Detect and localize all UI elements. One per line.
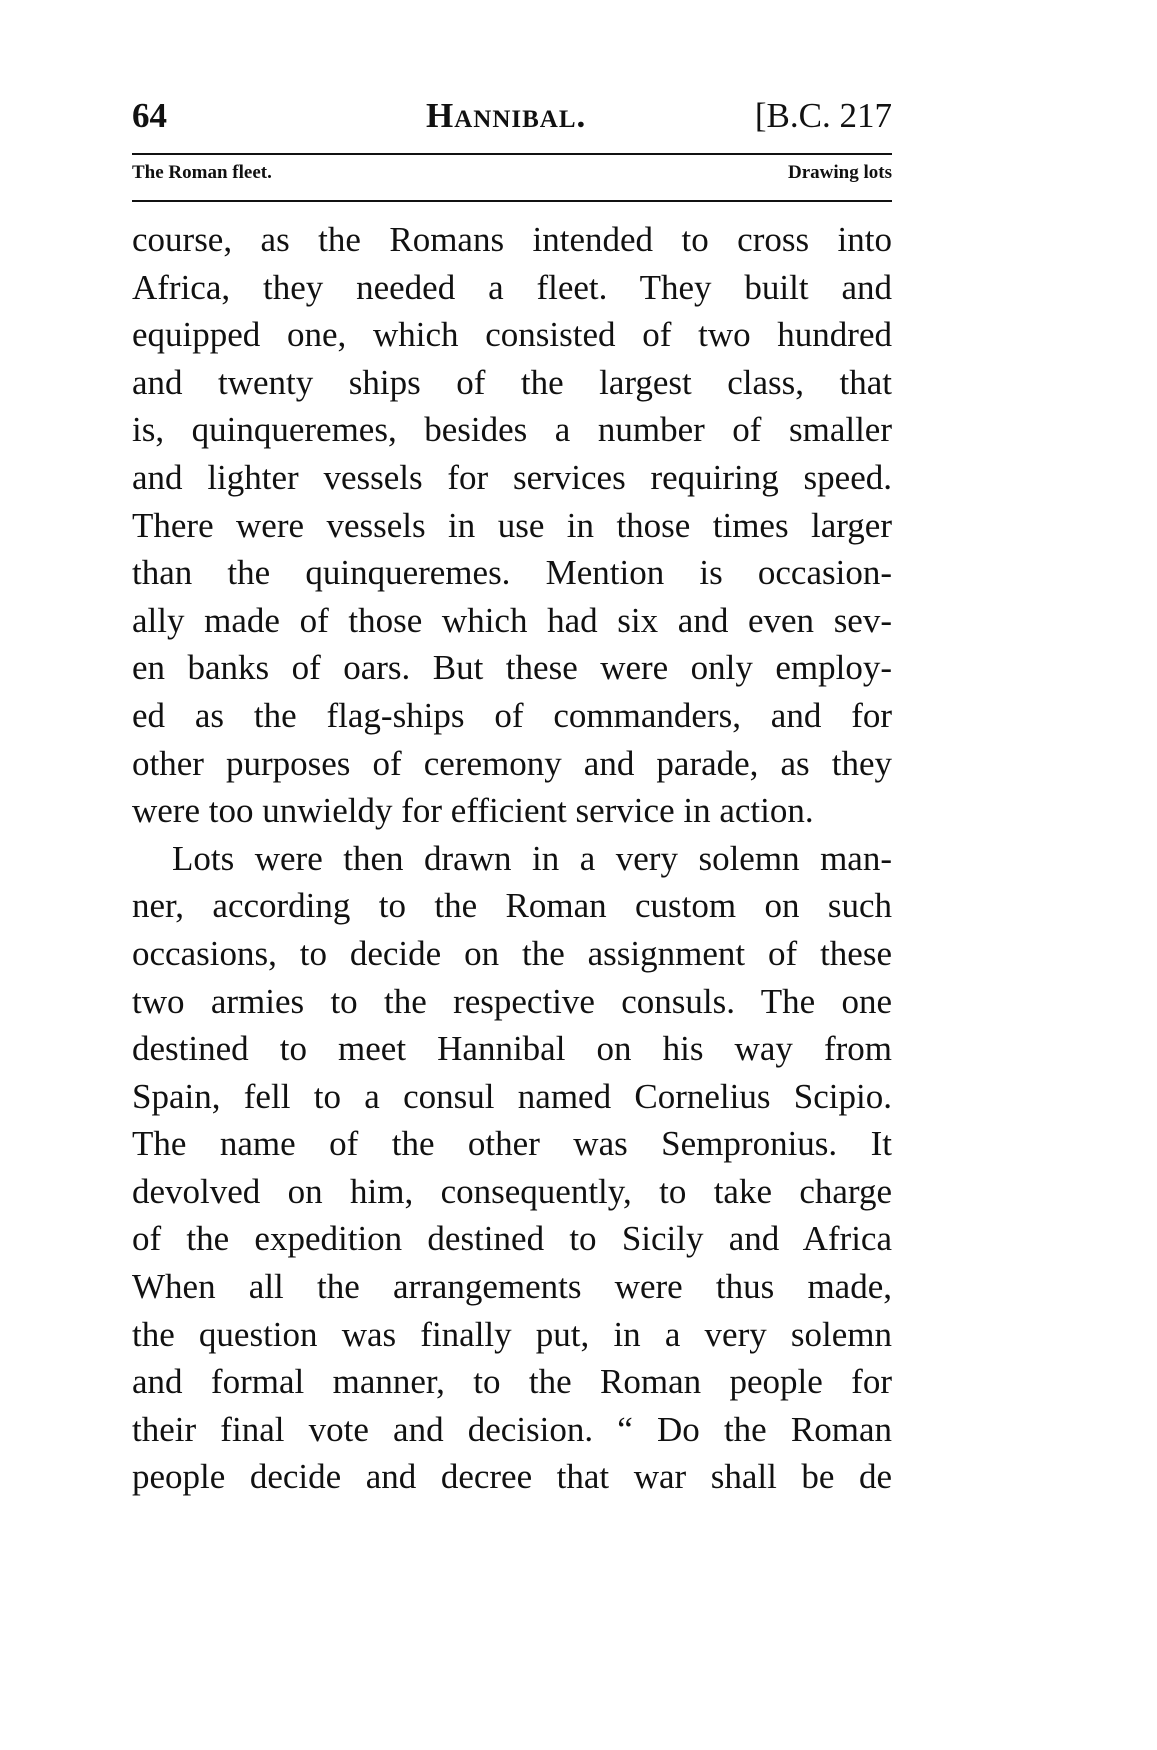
text-line: ed as the flag-ships of commanders, and for xyxy=(132,695,892,735)
text-line: occasions, to decide on the assignment of these xyxy=(132,933,892,973)
text-line: The name of the other was Sempronius. It xyxy=(132,1124,892,1164)
text-line: people decide and decree that war shall be de xyxy=(132,1457,892,1497)
text-line: ally made of those which had six and even sev- xyxy=(132,600,892,640)
running-head xyxy=(132,96,892,140)
text-line: en banks of oars. But these were only employ- xyxy=(132,648,892,688)
text-line: other purposes of ceremony and parade, as they xyxy=(132,743,892,783)
text-line: Africa, they needed a fleet. They built and xyxy=(132,267,892,307)
text-line: Spain, fell to a consul named Cornelius Scipio. xyxy=(132,1076,892,1116)
text-line: equipped one, which consisted of two hundred xyxy=(132,315,892,355)
page-number: 64 xyxy=(132,96,167,135)
text-line: course, as the Romans intended to cross into xyxy=(132,220,892,259)
text-line: devolved on him, consequently, to take charge xyxy=(132,1171,892,1211)
text-line: is, quinqueremes, besides a number of smaller xyxy=(132,410,892,450)
sidenote-left: The Roman fleet. xyxy=(132,162,272,183)
text-line: and twenty ships of the largest class, that xyxy=(132,362,892,402)
text-line: were too unwieldy for efficient service in action. xyxy=(132,791,814,831)
text-line: of the expedition destined to Sicily and Africa xyxy=(132,1219,892,1259)
text-line: ner, according to the Roman custom on such xyxy=(132,886,892,926)
text-line: and lighter vessels for services requiring speed. xyxy=(132,457,892,497)
sidenote-row xyxy=(132,162,892,188)
text-line: destined to meet Hannibal on his way from xyxy=(132,1029,892,1069)
text-line: and formal manner, to the Roman people for xyxy=(132,1362,892,1402)
header-rule-top xyxy=(132,153,892,155)
text-line: the question was finally put, in a very solemn xyxy=(132,1314,892,1354)
text-line: Lots were then drawn in a very solemn man- xyxy=(172,838,892,878)
body-text xyxy=(132,216,892,1501)
sidenote-right: Drawing lots xyxy=(788,162,892,183)
text-line: two armies to the respective consuls. The one xyxy=(132,981,892,1021)
text-line: than the quinqueremes. Mention is occasion- xyxy=(132,553,892,593)
header-rule-bottom xyxy=(132,200,892,202)
date-reference: [B.C. 217 xyxy=(754,96,892,135)
text-line: When all the arrangements were thus made, xyxy=(132,1267,892,1307)
book-title: Hannibal. xyxy=(426,96,587,135)
text-line: There were vessels in use in those times larger xyxy=(132,505,892,545)
text-line: their final vote and decision. “ Do the Roman xyxy=(132,1409,892,1449)
